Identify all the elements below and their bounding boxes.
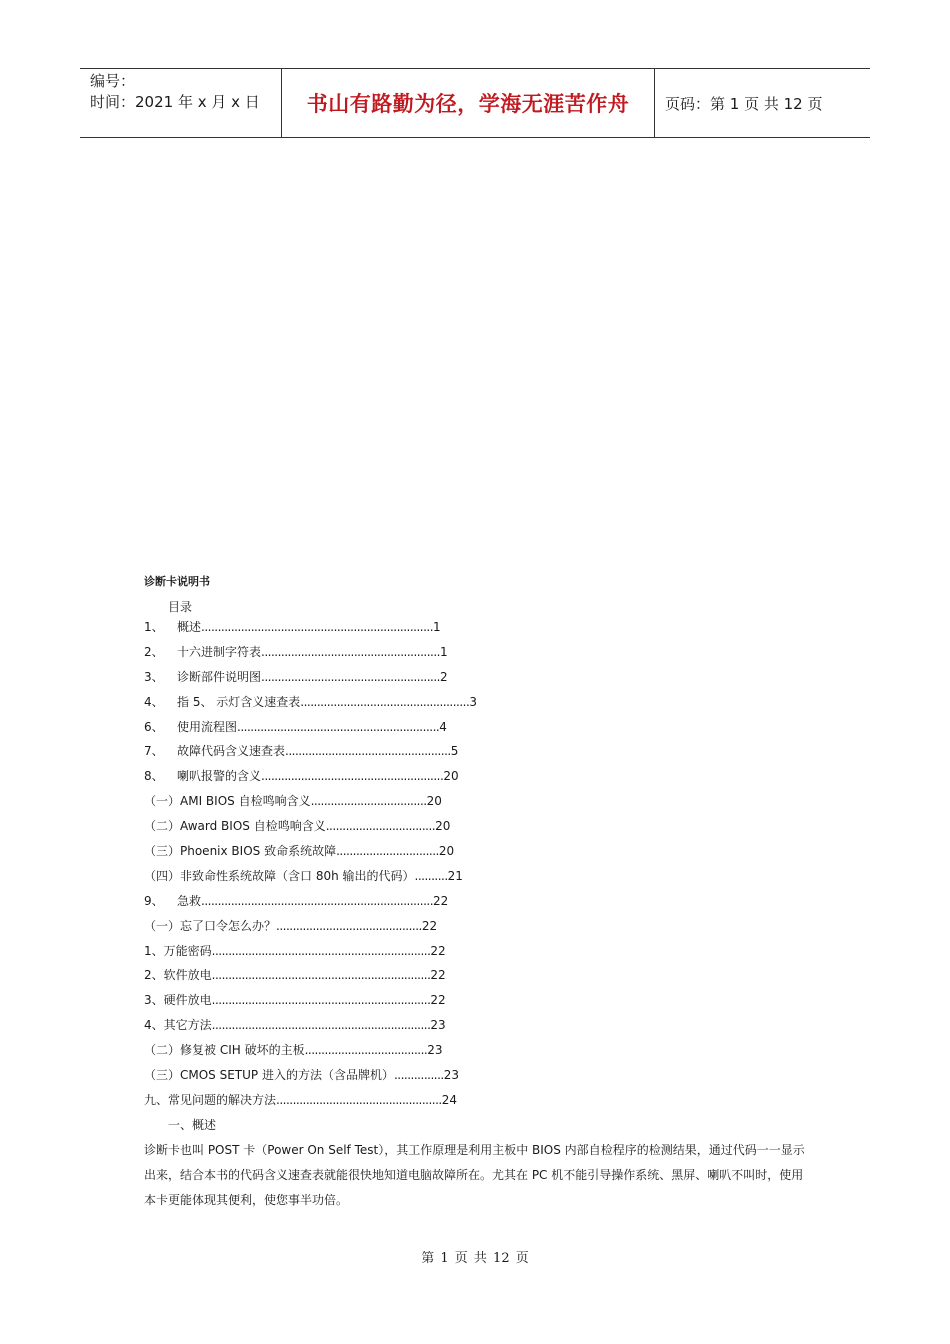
toc-entry-page: 22 (430, 968, 446, 983)
toc-entry-title: （四）非致命性系统故障（含口 80h 输出的代码） (144, 868, 415, 883)
page-header (80, 68, 870, 138)
toc-entry (144, 1088, 814, 1113)
toc-entry (144, 1038, 814, 1063)
toc-entry-number: 8、 (144, 769, 164, 784)
toc-entry-page: 1 (433, 620, 441, 634)
toc-entry (144, 615, 814, 640)
toc-entry-leader: ............................................................. (237, 719, 440, 734)
header-page-info: 页码：第 1 页 共 12 页 (665, 94, 823, 113)
toc-entry-title: （二）修复被 CIH 破坏的主板 (144, 1043, 305, 1058)
toc-entry-page: 22 (430, 943, 446, 958)
toc-entry (144, 665, 814, 690)
toc-entry-title: 喇叭报警的含义 (177, 769, 262, 784)
toc-entry-leader: ................................................... (300, 694, 470, 709)
toc-entry-leader: .......... (414, 868, 448, 883)
toc-entry-page: 20 (435, 819, 451, 834)
section-heading: 一、概述 (168, 1117, 217, 1132)
toc-entry-title: 4、其它方法 (144, 1018, 212, 1033)
toc-entry-page: 23 (443, 1068, 459, 1083)
number-label: 编号： (90, 72, 136, 90)
toc-entry-title: （一）AMI BIOS 自检鸣响含义 (144, 794, 311, 809)
toc-entry-leader: ..................................... (304, 1043, 428, 1058)
toc-entry-leader: .................................................. (276, 1092, 442, 1107)
toc-entry (144, 690, 814, 715)
toc-entry-number: 4、 (144, 694, 164, 709)
toc-entry (144, 739, 814, 764)
time-label: 时间：2021 年 x 月 x 日 (90, 93, 260, 111)
toc-entry-leader: ....................................................... (261, 769, 444, 784)
toc-entry-leader: ................................... (310, 794, 427, 809)
toc-entry-page: 24 (441, 1092, 458, 1107)
toc-entry-page: 4 (439, 719, 447, 734)
header-motto: 书山有路勤为径，学海无涯苦作舟 (306, 91, 630, 116)
document-body (144, 574, 814, 1213)
toc-entry-leader: ...................................................... (261, 644, 440, 659)
toc-entry-number: 1、 (144, 620, 164, 634)
toc-entry-title: 十六进制字符表 (177, 644, 262, 659)
toc-entry-leader: .................................................................. (211, 993, 431, 1008)
toc-entry (144, 864, 814, 889)
toc-entry-title: 诊断部件说明图 (177, 669, 262, 684)
toc-entry-title: 3、硬件放电 (144, 993, 212, 1008)
toc-entry-title: （三）CMOS SETUP 进入的方法（含品牌机） (144, 1068, 394, 1083)
toc-entry-leader: .................................................................. (211, 943, 431, 958)
toc-entry-number: 3、 (144, 669, 164, 684)
toc-entry-leader: .................................................................. (211, 968, 431, 983)
toc-heading: 目录 (168, 600, 193, 614)
toc-entry-title: 1、万能密码 (144, 943, 212, 958)
toc-entry (144, 988, 814, 1013)
toc-entry-page: 22 (433, 893, 449, 908)
toc-entry (144, 1013, 814, 1038)
toc-entry-number: 2、 (144, 644, 164, 659)
toc-entry-title: 2、软件放电 (144, 968, 212, 983)
header-meta (80, 69, 282, 137)
toc-entry-leader: ...................................................... (261, 669, 440, 684)
toc-entry-leader: ...................................................................... (201, 893, 434, 908)
toc-entry (144, 789, 814, 814)
toc-entry-page: 1 (440, 644, 448, 659)
toc-entry-page: 23 (430, 1018, 446, 1033)
toc-entry-leader: ............................................ (276, 918, 422, 933)
toc-entry (144, 640, 814, 665)
toc-entry-page: 22 (430, 993, 446, 1008)
toc-entry (144, 914, 814, 939)
toc-entry-page: 23 (427, 1043, 443, 1058)
toc-entry-page: 2 (440, 669, 448, 684)
toc-entry (144, 764, 814, 789)
toc-entry-page: 20 (426, 794, 442, 809)
table-of-contents (144, 615, 814, 1113)
toc-entry-title: 使用流程图 (177, 719, 238, 734)
toc-entry-title: （一）忘了口令怎么办？ (144, 918, 277, 933)
toc-entry-page: 21 (447, 868, 463, 883)
toc-entry-number: 7、 (144, 744, 164, 759)
toc-entry (144, 814, 814, 839)
toc-entry-leader: ............................... (336, 844, 439, 859)
toc-entry (144, 839, 814, 864)
toc-entry (144, 963, 814, 988)
document-title: 诊断卡说明书 (144, 575, 210, 588)
header-motto-cell (282, 69, 655, 137)
toc-entry-title: （三）Phoenix BIOS 致命系统故障 (144, 844, 337, 859)
toc-entry-number: 6、 (144, 719, 164, 734)
toc-entry-title: （二）Award BIOS 自检鸣响含义 (144, 819, 326, 834)
toc-entry-title: 九、常见问题的解决方法 (144, 1092, 277, 1107)
toc-entry-page: 5 (450, 744, 459, 759)
toc-entry-leader: ................................. (325, 819, 436, 834)
toc-entry (144, 1063, 814, 1088)
toc-entry-title: 故障代码含义速查表 (177, 744, 286, 759)
toc-entry-title: 指 5、 示灯含义速查表 (177, 694, 301, 709)
toc-entry-page: 3 (469, 694, 477, 709)
toc-entry-leader: ............... (393, 1068, 444, 1083)
toc-entry-page: 20 (438, 844, 455, 859)
toc-entry-number: 9、 (144, 893, 164, 908)
toc-entry-leader: .................................................................. (211, 1018, 431, 1033)
toc-entry-title: 急救 (177, 893, 202, 908)
toc-entry (144, 939, 814, 964)
toc-entry-page: 22 (421, 918, 438, 933)
toc-entry-leader: .................................................. (285, 744, 451, 759)
page-footer: 第 1 页 共 12 页 (421, 1251, 529, 1266)
toc-entry (144, 889, 814, 914)
toc-entry-leader: ...................................................................... (201, 620, 434, 634)
overview-paragraph: 诊断卡也叫 POST 卡（Power On Self Test），其工作原理是利用主板中 BIOS 内部自检程序的检测结果，通过代码一一显示出来，结合本书的代码含义速查表就能很快地知道电脑故障所在。尤其在 PC 机不能引导操作系统、黑屏、喇叭不叫时，使用本卡更能体现其便利，使您事半功倍。 (144, 1142, 805, 1207)
toc-entry (144, 715, 814, 740)
toc-entry-title: 概述 (177, 620, 202, 634)
toc-entry-page: 20 (443, 769, 459, 784)
